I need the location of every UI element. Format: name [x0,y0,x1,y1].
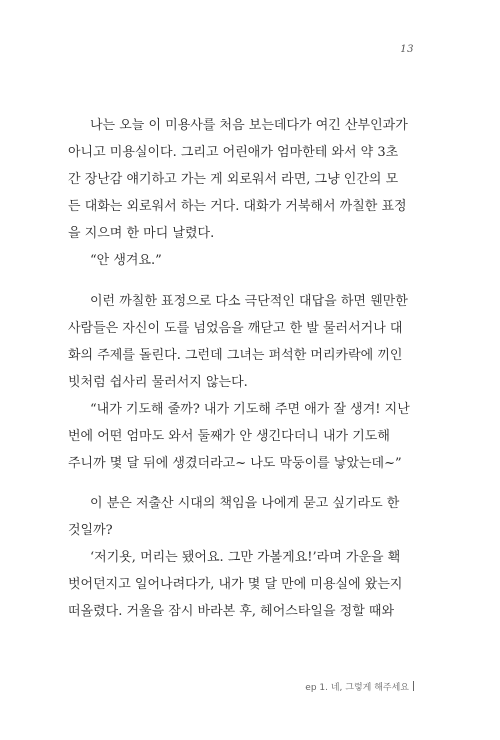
dialogue-quote: 주니까 몇 달 뒤에 생겼더라고~ 나도 막둥이를 낳았는데~” [68,456,402,471]
text-line: 떠올렸다. 거울을 잠시 바라본 후, 헤어스타일을 정할 때와 [68,604,395,619]
dialogue-quote: “내가 기도해 줄까? 내가 기도해 주면 애가 잘 생겨! 지난 [90,402,410,417]
text-line: 것일까? [68,523,113,538]
text-line: 벗어던지고 일어나려다가, 내가 몇 달 만에 미용실에 왔는지 [68,577,403,592]
text-line: 을 지으며 한 마디 날렸다. [68,226,215,241]
text-line: 사람들은 자신이 도를 넘었음을 깨닫고 한 발 물러서거나 대 [68,321,403,336]
text-line: 든 대화는 외로워서 하는 거다. 대화가 거북해서 까칠한 표정 [68,199,407,214]
chapter-title: ep 1. 네, 그렇게 해주세요 [305,683,409,693]
text-line: 빗처럼 쉽사리 물러서지 않는다. [68,375,248,390]
dialogue-quote: “안 생겨요.” [90,253,162,268]
text-line: 나는 오늘 이 미용사를 처음 보는데다가 여긴 산부인과가 [90,118,408,133]
paragraph-1 [68,112,432,274]
footer-divider [413,681,414,691]
text-line: 아니고 미용실이다. 그리고 어린애가 엄마한테 와서 약 3초 [68,145,399,160]
text-line: 이 분은 저출산 시대의 책임을 나에게 묻고 싶기라도 한 [90,496,400,511]
text-line: ‘저기욧, 머리는 됐어요. 그만 가볼게요!’라며 가운을 홱 [90,550,401,565]
paragraph-2 [68,288,432,477]
dialogue-quote: 번에 어떤 엄마도 와서 둘째가 안 생긴다더니 내가 기도해 [68,429,390,444]
text-line: 화의 주제를 돌린다. 그런데 그녀는 퍼석한 머리카락에 끼인 [68,348,403,363]
text-line: 이런 까칠한 표정으로 다소 극단적인 대답을 하면 웬만한 [90,294,408,309]
running-footer [305,680,414,693]
page-number: 13 [400,44,414,55]
paragraph-3 [68,490,432,625]
text-line: 간 장난감 얘기하고 가는 게 외로워서 라면, 그냥 인간의 모 [68,172,399,187]
